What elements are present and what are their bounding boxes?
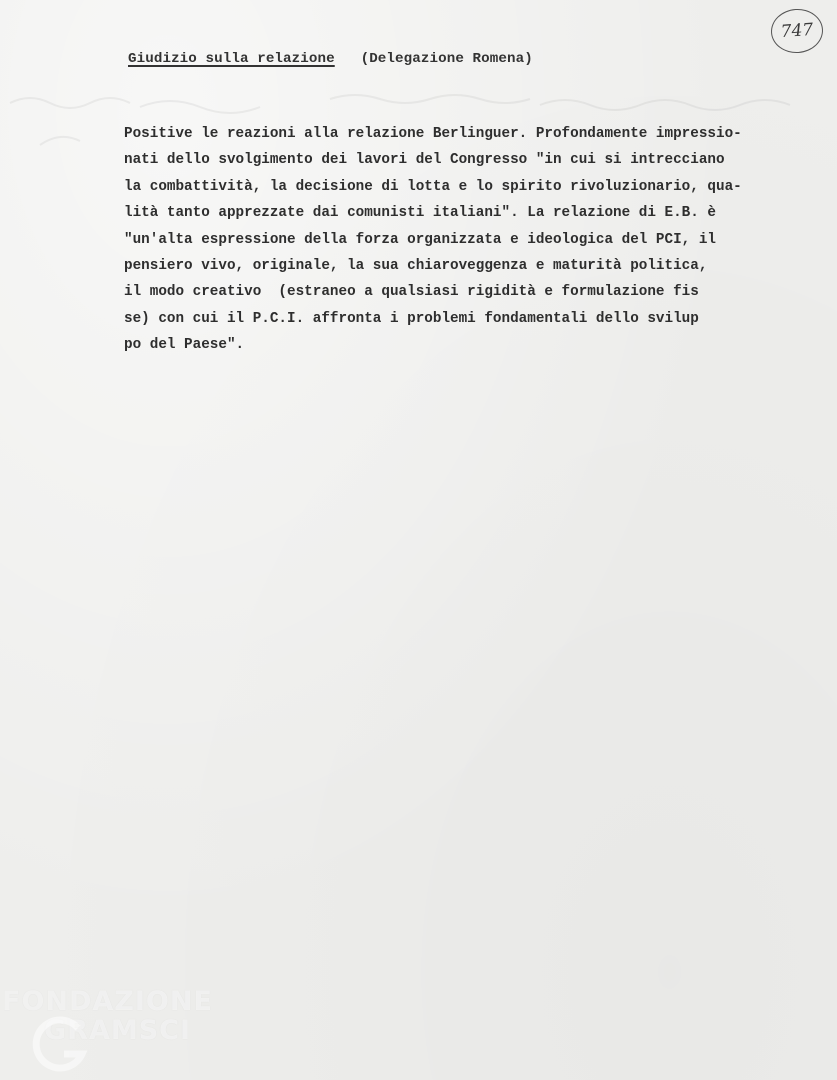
document-heading (128, 51, 533, 67)
watermark-line-2: GRAMSCI (44, 1015, 192, 1046)
body-line: il modo creativo (estraneo a qualsiasi rigidità e formulazione fis (124, 284, 699, 301)
watermark-g-logo-icon (32, 1014, 92, 1076)
body-line: se) con cui il P.C.I. affronta i problemi fondamentali dello svilup (124, 310, 699, 327)
body-line: lità tanto apprezzate dai comunisti italiani". La relazione di E.B. è (124, 205, 716, 222)
watermark-line-1: FONDAZIONE (2, 986, 213, 1017)
body-line: pensiero vivo, originale, la sua chiaroveggenza e maturità politica, (124, 258, 708, 275)
fondazione-gramsci-watermark (2, 988, 213, 1044)
page-number-text: 747 (780, 19, 814, 43)
body-line: "un'alta espressione della forza organizzata e ideologica del PCI, il (124, 231, 716, 248)
body-line: la combattività, la decisione di lotta e lo spirito rivoluzionario, qua- (124, 178, 742, 195)
page-number-stamp (770, 7, 825, 55)
body-line: nati dello svolgimento dei lavori del Congresso "in cui si intrecciano (124, 152, 725, 169)
body-line: po del Paese". (124, 337, 245, 354)
body-line: Positive le reazioni alla relazione Berlinguer. Profondamente impressio- (124, 126, 742, 142)
body-paragraph (124, 121, 814, 359)
heading-subtitle: (Delegazione Romena) (360, 51, 533, 67)
heading-title: Giudizio sulla relazione (128, 51, 335, 67)
